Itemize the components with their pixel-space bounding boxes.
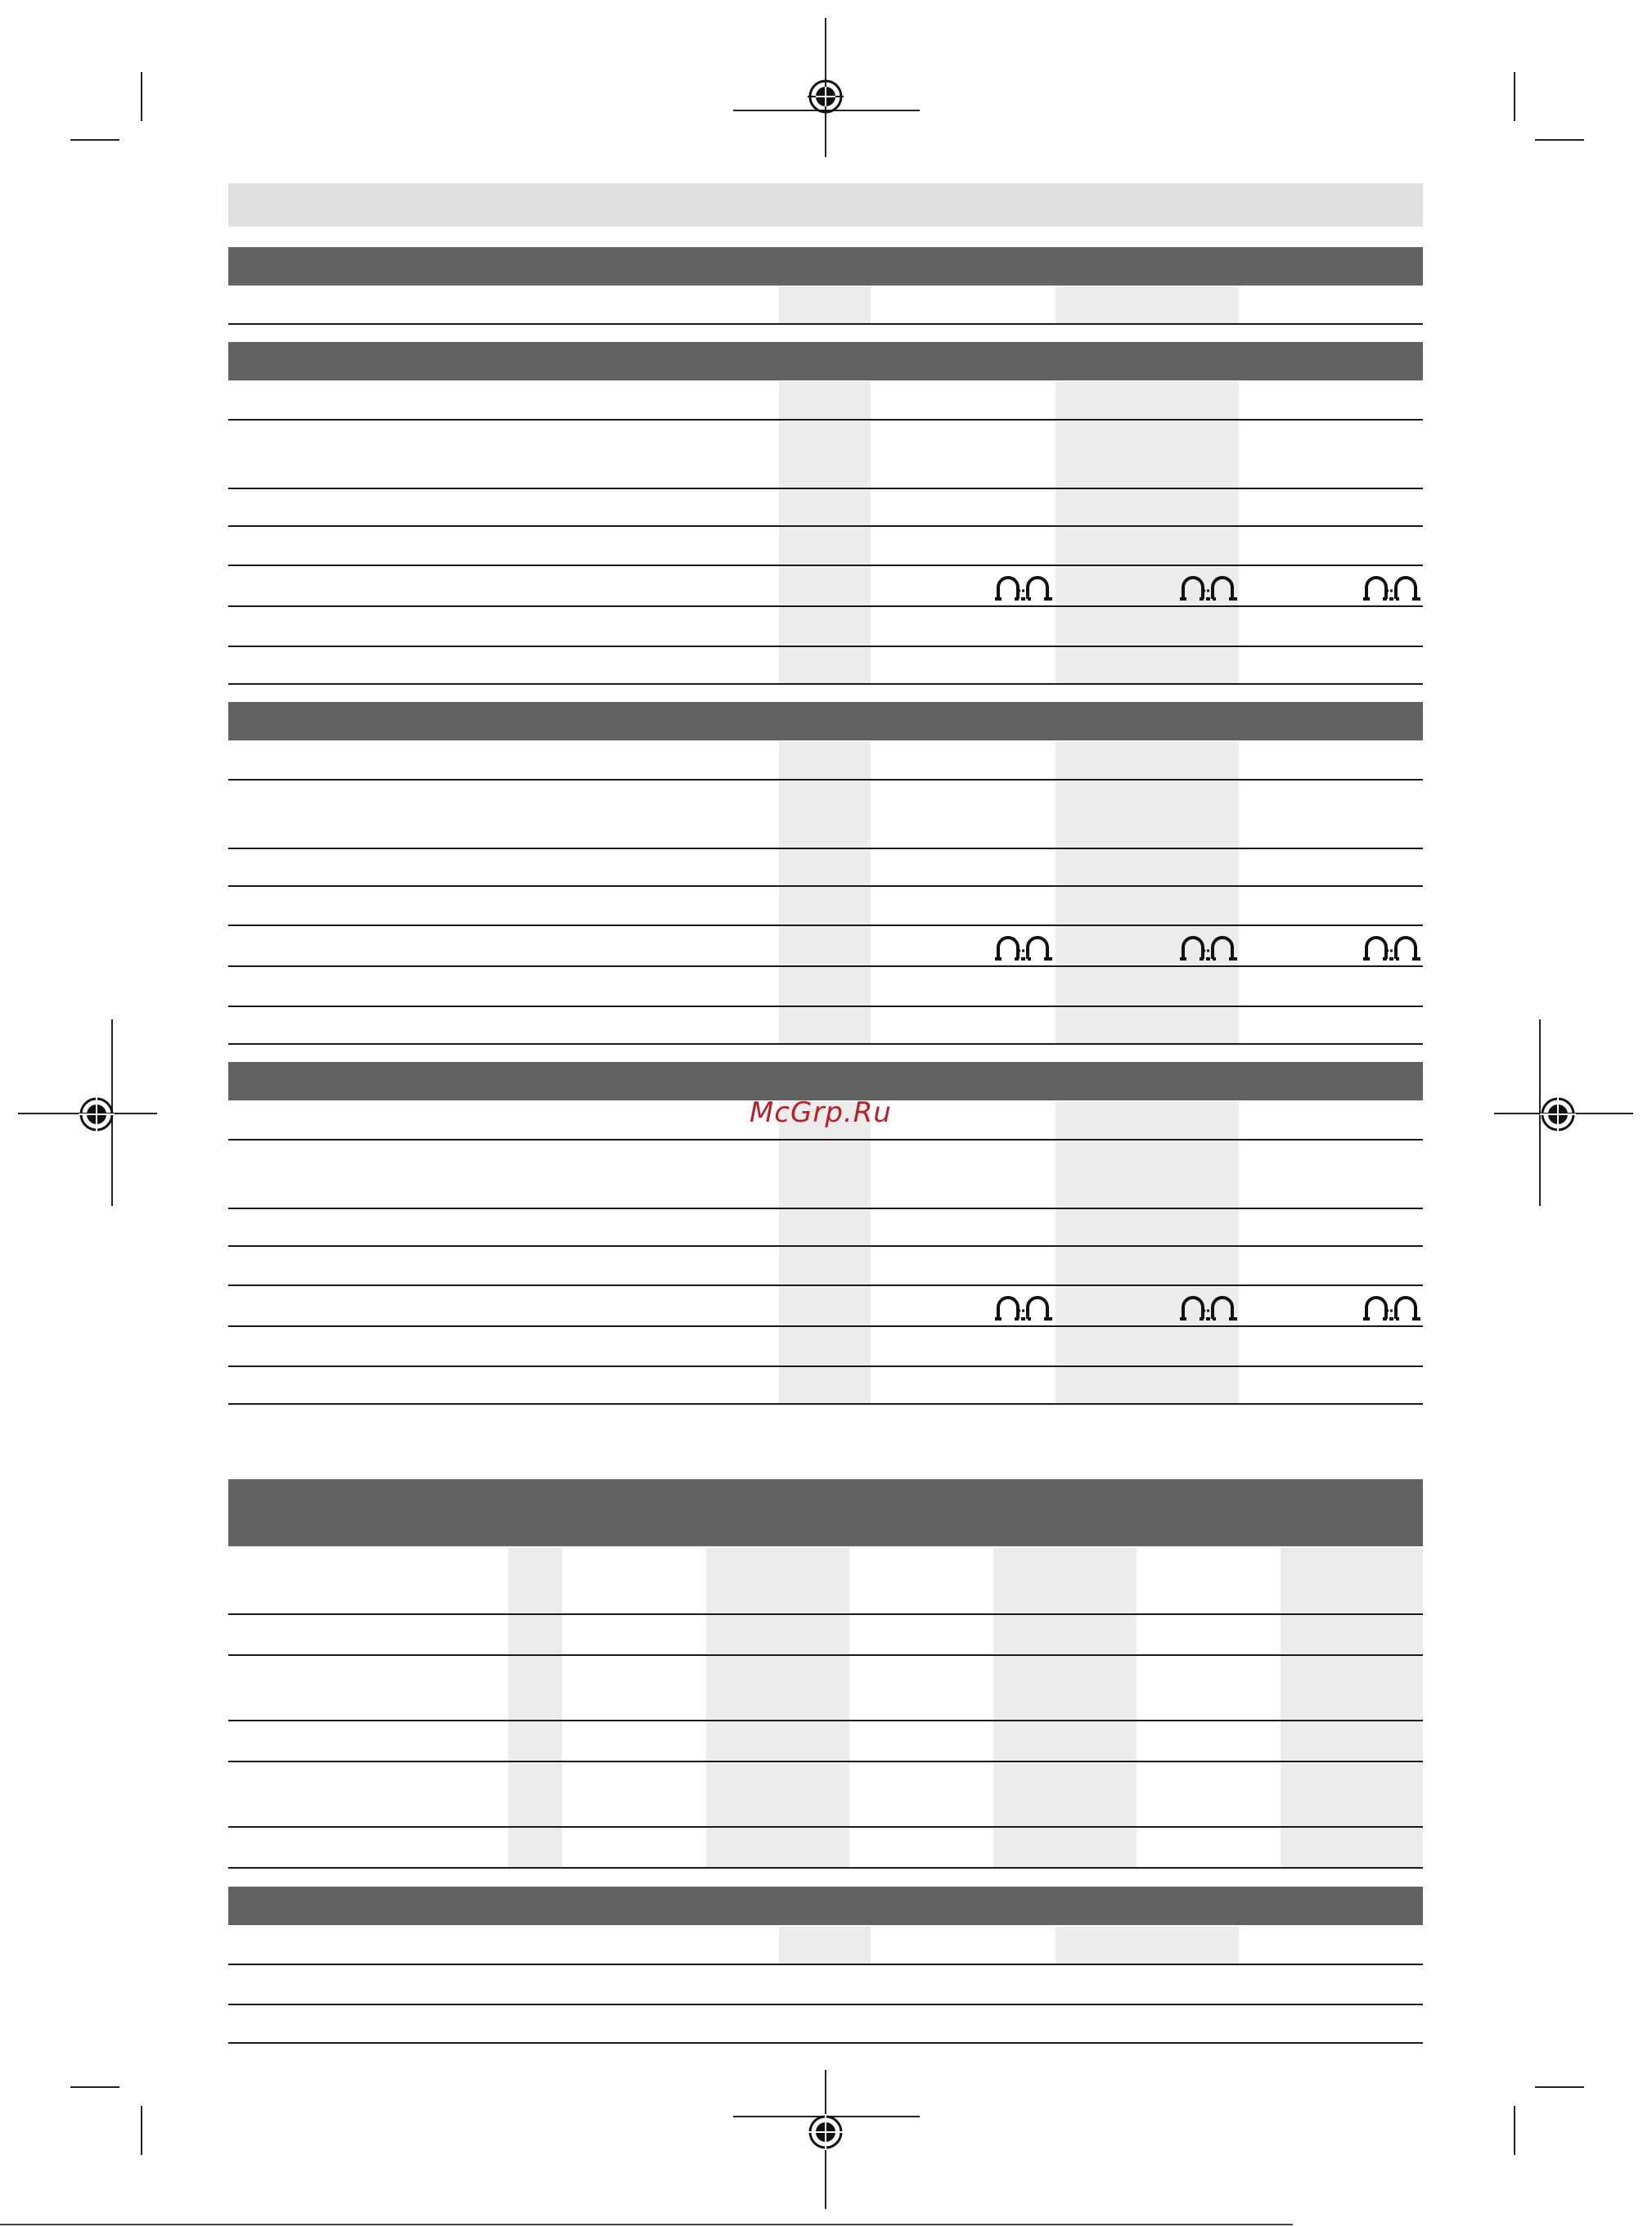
double-socket-icon: [1180, 1294, 1237, 1322]
table-rule: [228, 1325, 1423, 1327]
section-header-6: [228, 1887, 1423, 1925]
crosshair-registration-icon: [808, 2114, 844, 2150]
table-rule: [228, 565, 1423, 566]
table-rule: [228, 848, 1423, 849]
table-rule: [228, 1720, 1423, 1721]
table-rule: [228, 1043, 1423, 1045]
section-header-3: [228, 702, 1423, 740]
table-rule: [228, 646, 1423, 647]
crop-mark-top-right-v: [1514, 72, 1515, 121]
column-shade: [779, 1927, 871, 1964]
double-socket-icon: [1363, 574, 1420, 602]
table-rule: [228, 779, 1423, 781]
column-shade: [779, 382, 871, 683]
table-rule: [228, 885, 1423, 887]
table-rule: [228, 605, 1423, 607]
table-rule: [228, 1208, 1423, 1209]
crop-mark-bottom-right-h: [1535, 2086, 1584, 2088]
table-rule: [228, 488, 1423, 489]
column-shade: [779, 1102, 871, 1403]
crop-mark-top-left-h: [70, 139, 119, 141]
section-header-2: [228, 342, 1423, 380]
table-rule: [228, 1867, 1423, 1869]
column-shade: [779, 742, 871, 1043]
column-shade: [1056, 742, 1239, 1043]
column-shade: [1281, 1548, 1423, 1867]
crop-mark-bottom-right-v: [1514, 2106, 1515, 2155]
crop-mark-bottom-left-v: [141, 2106, 142, 2155]
table-rule: [228, 1284, 1423, 1286]
table-rule: [228, 2004, 1423, 2005]
table-rule: [228, 1964, 1423, 1965]
table-rule: [228, 683, 1423, 685]
double-socket-icon: [995, 934, 1052, 962]
crop-mark-top-left-v: [141, 72, 142, 121]
column-shade: [1056, 382, 1239, 683]
column-shade: [993, 1548, 1137, 1867]
table-rule: [228, 419, 1423, 421]
column-shade: [1056, 1102, 1239, 1403]
crop-mark-top-right-h: [1535, 139, 1584, 141]
table-rule: [228, 1613, 1423, 1615]
double-socket-icon: [995, 574, 1052, 602]
double-socket-icon: [1180, 934, 1237, 962]
double-socket-icon: [995, 1294, 1052, 1322]
bottom-edge-line: [0, 2224, 1293, 2225]
column-shade: [779, 287, 871, 323]
section-header-5: [228, 1479, 1423, 1546]
section-header-4: [228, 1062, 1423, 1100]
title-bar: [228, 183, 1423, 227]
table-rule: [228, 1654, 1423, 1656]
crosshair-registration-icon: [79, 1096, 115, 1132]
table-rule: [228, 1403, 1423, 1405]
table-rule: [228, 1761, 1423, 1762]
column-shade: [508, 1548, 562, 1867]
double-socket-icon: [1363, 1294, 1420, 1322]
table-rule: [228, 965, 1423, 967]
table-rule: [228, 1006, 1423, 1007]
table-rule: [228, 1365, 1423, 1367]
table-rule: [228, 1826, 1423, 1828]
table-rule: [228, 925, 1423, 926]
double-socket-icon: [1180, 574, 1237, 602]
column-shade: [1056, 287, 1239, 323]
double-socket-icon: [1363, 934, 1420, 962]
crop-mark-bottom-left-h: [70, 2086, 119, 2088]
crosshair-registration-icon: [808, 79, 844, 115]
table-rule: [228, 323, 1423, 325]
table-rule: [228, 1245, 1423, 1247]
watermark-text: McGrp.Ru: [749, 1096, 892, 1129]
column-shade: [1056, 1927, 1239, 1964]
table-rule: [228, 1139, 1423, 1140]
table-rule: [228, 525, 1423, 527]
section-header-1: [228, 247, 1423, 286]
table-rule: [228, 2042, 1423, 2044]
crosshair-registration-icon: [1540, 1096, 1576, 1132]
column-shade: [706, 1548, 849, 1867]
